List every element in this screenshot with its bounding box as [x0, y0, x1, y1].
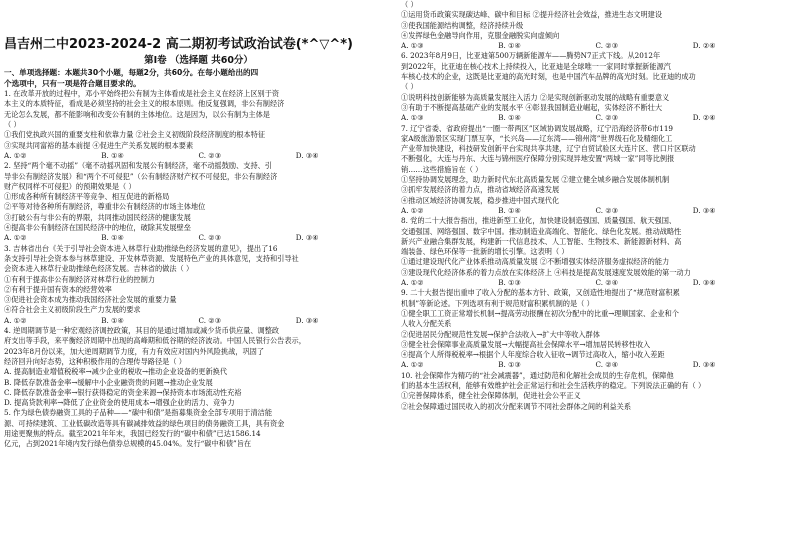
answer-option[interactable]: C. ②③: [198, 233, 222, 243]
question-line: 府支出等手段，来平衡经济周期中出现的高峰期和低谷期的经济波动。中国人民银行公告表示，: [4, 336, 306, 346]
question-line: ①形成各种所有制经济平等竞争、相互促进的新格局: [4, 192, 170, 202]
question-line: 机制”等新论述。下列选项有利于规范财富积累机制的是（ ）: [401, 298, 594, 308]
question-line: ①说明科技创新能够为高质量发展注入活力 ②是实现创新驱动发展的战略有重要意义: [401, 92, 670, 102]
question-line: ①我们党执政兴国的重要支柱和依靠力量 ②社会主义初级阶段经济制度的根本特征: [4, 130, 266, 140]
question-line: 2. 坚持“两个毫不动摇”（毫不动摇巩固和发展公有制经济，毫不动摇鼓励、支持、引: [4, 161, 273, 171]
section-line: 一、单项选择题：本题共30个小题，每题2分，共60分。在每小题给出的四: [4, 68, 259, 77]
question-line: ③抓牢发展经济的着力点，推动省域经济高速发展: [401, 185, 560, 195]
answer-options: [401, 278, 790, 288]
question-line: 会资本进入林草行业助推绿色经济发展。吉林省的做法（ ）: [4, 264, 194, 274]
section-line: 个选项中，只有一项是符合题目要求的。: [4, 78, 141, 88]
answer-option[interactable]: B. ①④: [101, 233, 124, 243]
question-line: 无论怎么发展，都不能影响和改变公有制的主体地位。这是因为，以公有制为主体是: [4, 109, 270, 119]
answer-option[interactable]: B. ①③: [498, 360, 521, 370]
question-line: ③打破公有与非公有的界限，共同推动国民经济的健康发展: [4, 212, 191, 222]
answer-option[interactable]: C. ②③: [198, 315, 222, 325]
question-line: 6. 2023年8月9日，比亚迪第500万辆新能源车——腾势N7正式下线。从2012年: [401, 51, 661, 61]
question-line: 2023年8月份以来，加大逆周期调节力度，有力有效应对国内外风险挑战，巩固了: [4, 346, 265, 356]
question-line: 导非公有制经济发展）和“两个不可侵犯”（公有制经济财产权不可侵犯，非公有制经济: [4, 171, 278, 181]
question-line: 5. 作为绿色债券融资工具的子品种——“碳中和债”是指募集资金全部专项用于清洁能: [4, 408, 273, 418]
question-line: 源、可持续建筑、工业低碳改造等具有碳减排效益的绿色项目的债务融资工具，具有资金: [4, 418, 285, 428]
question-line: 经济回升向好态势，这种积极作用的合理传导路径是（ ）: [4, 356, 186, 366]
left-column: [4, 0, 393, 560]
question-line: ①通过建设现代化产业体系推动高质量发展 ②不断增强实体经济服务虚拟经济的能力: [401, 257, 670, 267]
question-line: B. 降低存款准备金率→缓解中小企业融资贵的问题→推动企业发展: [4, 377, 213, 387]
question-line: 亿元，占到2021年境内发行绿色债券总规模的45.04%。发行“碳中和债”旨在: [4, 439, 252, 449]
question-line: 车核心技术的企业，这既是比亚迪的高光时刻，也是中国汽车品牌的高光时刻。比亚迪的成功: [401, 72, 696, 82]
answer-option[interactable]: B. ①④: [101, 315, 124, 325]
question-line: 3. 吉林省出台《关于引导社会资本进入林草行业助推绿色经济发展的意见》，提出了16: [4, 243, 278, 253]
question-line: 8. 党的二十大报告指出，推进新型工业化，加快建设制造强国、质量强国、航天强国、: [401, 216, 677, 226]
question-line: （ ）: [401, 82, 418, 92]
question-body-left: [4, 89, 393, 449]
answer-options: [401, 360, 790, 370]
question-line: ③健全社会保障事业高质量发展→大幅提高社会保障水平→增加居民转移性收入: [401, 339, 651, 349]
section-heading: [4, 68, 393, 89]
answer-options: [4, 233, 393, 243]
question-line: ②社会保障通过国民收入的初次分配来调节不同社会群体之间的利益关系: [401, 401, 632, 411]
question-line: 端装备、绿色环保等一批新的增长引擎。这表明（ ）: [401, 247, 569, 257]
question-line: 7. 辽宁省委、省政府提出“一圈一带两区”区域协调发展战略，辽宁沿海经济带6市119: [401, 123, 673, 133]
answer-option[interactable]: C. ②④: [595, 360, 619, 370]
question-line: ②有利于提升国有资本的经营效率: [4, 284, 112, 294]
question-line: ①有利于提高非公有制经济对林草行业的控制力: [4, 274, 155, 284]
question-line: ②促进居民分配规范性发展→保护合法收入→扩大中等收入群体: [401, 329, 600, 339]
question-line: 本主义的本质特征，看成是必须坚持的社会主义的根本原则。他反复强调，非公有制经济: [4, 99, 285, 109]
question-line: A. 提高制造业增值税税率→减少企业的税收→推动企业设备的更新换代: [4, 367, 228, 377]
question-line: 财产权同样不可侵犯）的预期效果是（ ）: [4, 181, 136, 191]
question-line: 产业带加快建设，科技研发创新平台实现共享共建，辽宁自贸试验区大连片区、营口片区联动: [401, 144, 696, 154]
answer-option[interactable]: D. ③④: [692, 278, 716, 288]
question-line: ①健全职工工资正常增长机制→提高劳动报酬在初次分配中的比重→理顺国家、企业和个: [401, 308, 679, 318]
answer-option[interactable]: D. ②④: [692, 113, 716, 123]
answer-option[interactable]: B. ①④: [498, 41, 521, 51]
question-line: 交通强国、网络强国、数字中国。推动制造业高端化、智能化、绿色化发展。推动战略性: [401, 226, 682, 236]
answer-option[interactable]: B. ①③: [498, 278, 521, 288]
question-line: 不断强化，大连与丹东、大连与锦州医疗保障分别实现异地安置“两城一家”同等比例报: [401, 154, 675, 164]
question-line: 9. 二十大报告提出重申了收入分配的基本方针、政策，又创造性地提出了“规范财富积累: [401, 288, 680, 298]
answer-options: [4, 316, 393, 326]
answer-option[interactable]: A. ①②: [4, 150, 27, 160]
question-line: （ ）: [401, 0, 418, 9]
answer-option[interactable]: A. ①②: [4, 233, 27, 243]
question-line: D. 提高贷款利率→降低了企业资金的使用成本→增强企业的活力、竞争力: [4, 398, 235, 408]
question-line: 们的基本生活权利，能够有效维护社会正常运行和社会生活秩序的稳定。下列说法正确的有（ ）: [401, 380, 706, 390]
answer-option[interactable]: B. ①④: [498, 205, 521, 215]
part-title: 第Ⅰ卷 （选择题 共60分）: [144, 55, 253, 66]
answer-option[interactable]: C. ②④: [595, 278, 619, 288]
answer-option[interactable]: A. ①②: [401, 360, 424, 370]
answer-option[interactable]: C. ②③: [198, 150, 222, 160]
answer-options: [401, 41, 790, 51]
question-line: ③促进社会资本成为推动我国经济社会发展的重要力量: [4, 295, 177, 305]
question-line: 条支持引导社会资本参与林草建设、开发林草资源、发展特色产业的具体意见，支持和引导社: [4, 253, 299, 263]
question-body-right: [401, 0, 790, 412]
answer-options: [401, 206, 790, 216]
answer-option[interactable]: D. ③④: [692, 205, 716, 215]
question-line: 1. 在改革开放的过程中，邓小平始终把公有制为主体看成是社会主义在经济上区别于资: [4, 89, 280, 99]
answer-option[interactable]: C. ②③: [595, 41, 619, 51]
question-line: 销……这些措施旨在（ ）: [401, 164, 483, 174]
answer-option[interactable]: D. ③④: [295, 315, 319, 325]
question-line: ④推动区域经济协调发展，稳步推进中国式现代化: [401, 195, 560, 205]
question-line: 10. 社会保障作为精巧的“社会减震器”，通过防范和化解社会成员的生存危机，保障他: [401, 370, 674, 380]
question-line: （ ）: [4, 120, 21, 130]
answer-option[interactable]: D. ③④: [295, 150, 319, 160]
answer-option[interactable]: A. ①③: [401, 41, 424, 51]
answer-option[interactable]: A. ①②: [401, 205, 424, 215]
question-line: 4. 逆周期调节是一种宏观经济调控政策，其目的是通过增加或减少货币供应量、调整政: [4, 326, 280, 336]
question-line: 人收入分配关系: [401, 319, 452, 329]
exam-title: 昌吉州二中2023-2024-2 高二期初考试政治试卷(*^▽^*): [4, 37, 353, 52]
answer-options: [4, 151, 393, 161]
answer-option[interactable]: C. ②③: [595, 113, 619, 123]
question-line: ①运用货币政策实现碳达峰、碳中和目标 ②提升经济社会效益，推进生态文明建设: [401, 10, 663, 20]
question-line: ③建设现代化经济体系的着力点放在实体经济上 ④科技是提高发展速度发展效能的第一动力: [401, 267, 691, 277]
answer-option[interactable]: D. ②④: [692, 41, 716, 51]
right-column: [401, 0, 790, 560]
answer-option[interactable]: B. ①④: [101, 150, 124, 160]
question-line: ①坚持协调发展理念，助力新时代东北高质量发展 ②建立健全城乡融合发展体制机制: [401, 175, 670, 185]
answer-option[interactable]: A. ①③: [401, 113, 424, 123]
question-line: ①完善保障体系，健全社会保障体制，促进社会公平正义: [401, 391, 581, 401]
question-line: C. 降低存款准备金率→银行获得稳定的资金来源→保持资本市场流动性充裕: [4, 387, 242, 397]
answer-option[interactable]: B. ①④: [498, 113, 521, 123]
question-line: ④发挥绿色金融导向作用，克服金融脱实向虚倾向: [401, 30, 560, 40]
question-line: ③使我国能源结构调整，经济持续升级: [401, 20, 524, 30]
question-line: 到2022年，比亚迪在核心技术上持续投入，比亚迪是全球唯一一家同时掌握新能源汽: [401, 61, 671, 71]
question-line: 家A级旅游景区实现门票互享，“长兴岛——辽东湾——锦州湾”世界级石化及精细化工: [401, 133, 673, 143]
answer-option[interactable]: D. ③④: [295, 233, 319, 243]
question-line: 用途更聚焦的特点。截至2021年年末，我国已经发行的“碳中和债”已达1586.14: [4, 428, 261, 438]
question-line: ③实现共同富裕的基本前提 ④促进生产关系发展的根本要素: [4, 140, 194, 150]
question-line: ③有助于不断提高基础产业的发展水平 ④彰显我国制造业崛起，实体经济不断壮大: [401, 102, 663, 112]
answer-options: [401, 113, 790, 123]
answer-option[interactable]: C. ②③: [595, 205, 619, 215]
question-line: ④提高个人所得税税率→根据个人年度综合收入征收→调节过高收入，缩小收入差距: [401, 350, 665, 360]
answer-option[interactable]: A. ①②: [4, 315, 27, 325]
answer-option[interactable]: D. ③④: [692, 360, 716, 370]
question-line: 新兴产业融合集群发展，构建新一代信息技术、人工智能、生物技术、新能源新材料、高: [401, 236, 682, 246]
question-line: ④提高非公有制经济在国民经济中的地位，破除其发展壁垒: [4, 223, 191, 233]
answer-option[interactable]: A. ①②: [401, 278, 424, 288]
question-line: ②平等对待各种所有制经济，尊重非公有制经济的市场主体地位: [4, 202, 206, 212]
question-line: ④符合社会主义初级阶段生产力发展的要求: [4, 305, 141, 315]
